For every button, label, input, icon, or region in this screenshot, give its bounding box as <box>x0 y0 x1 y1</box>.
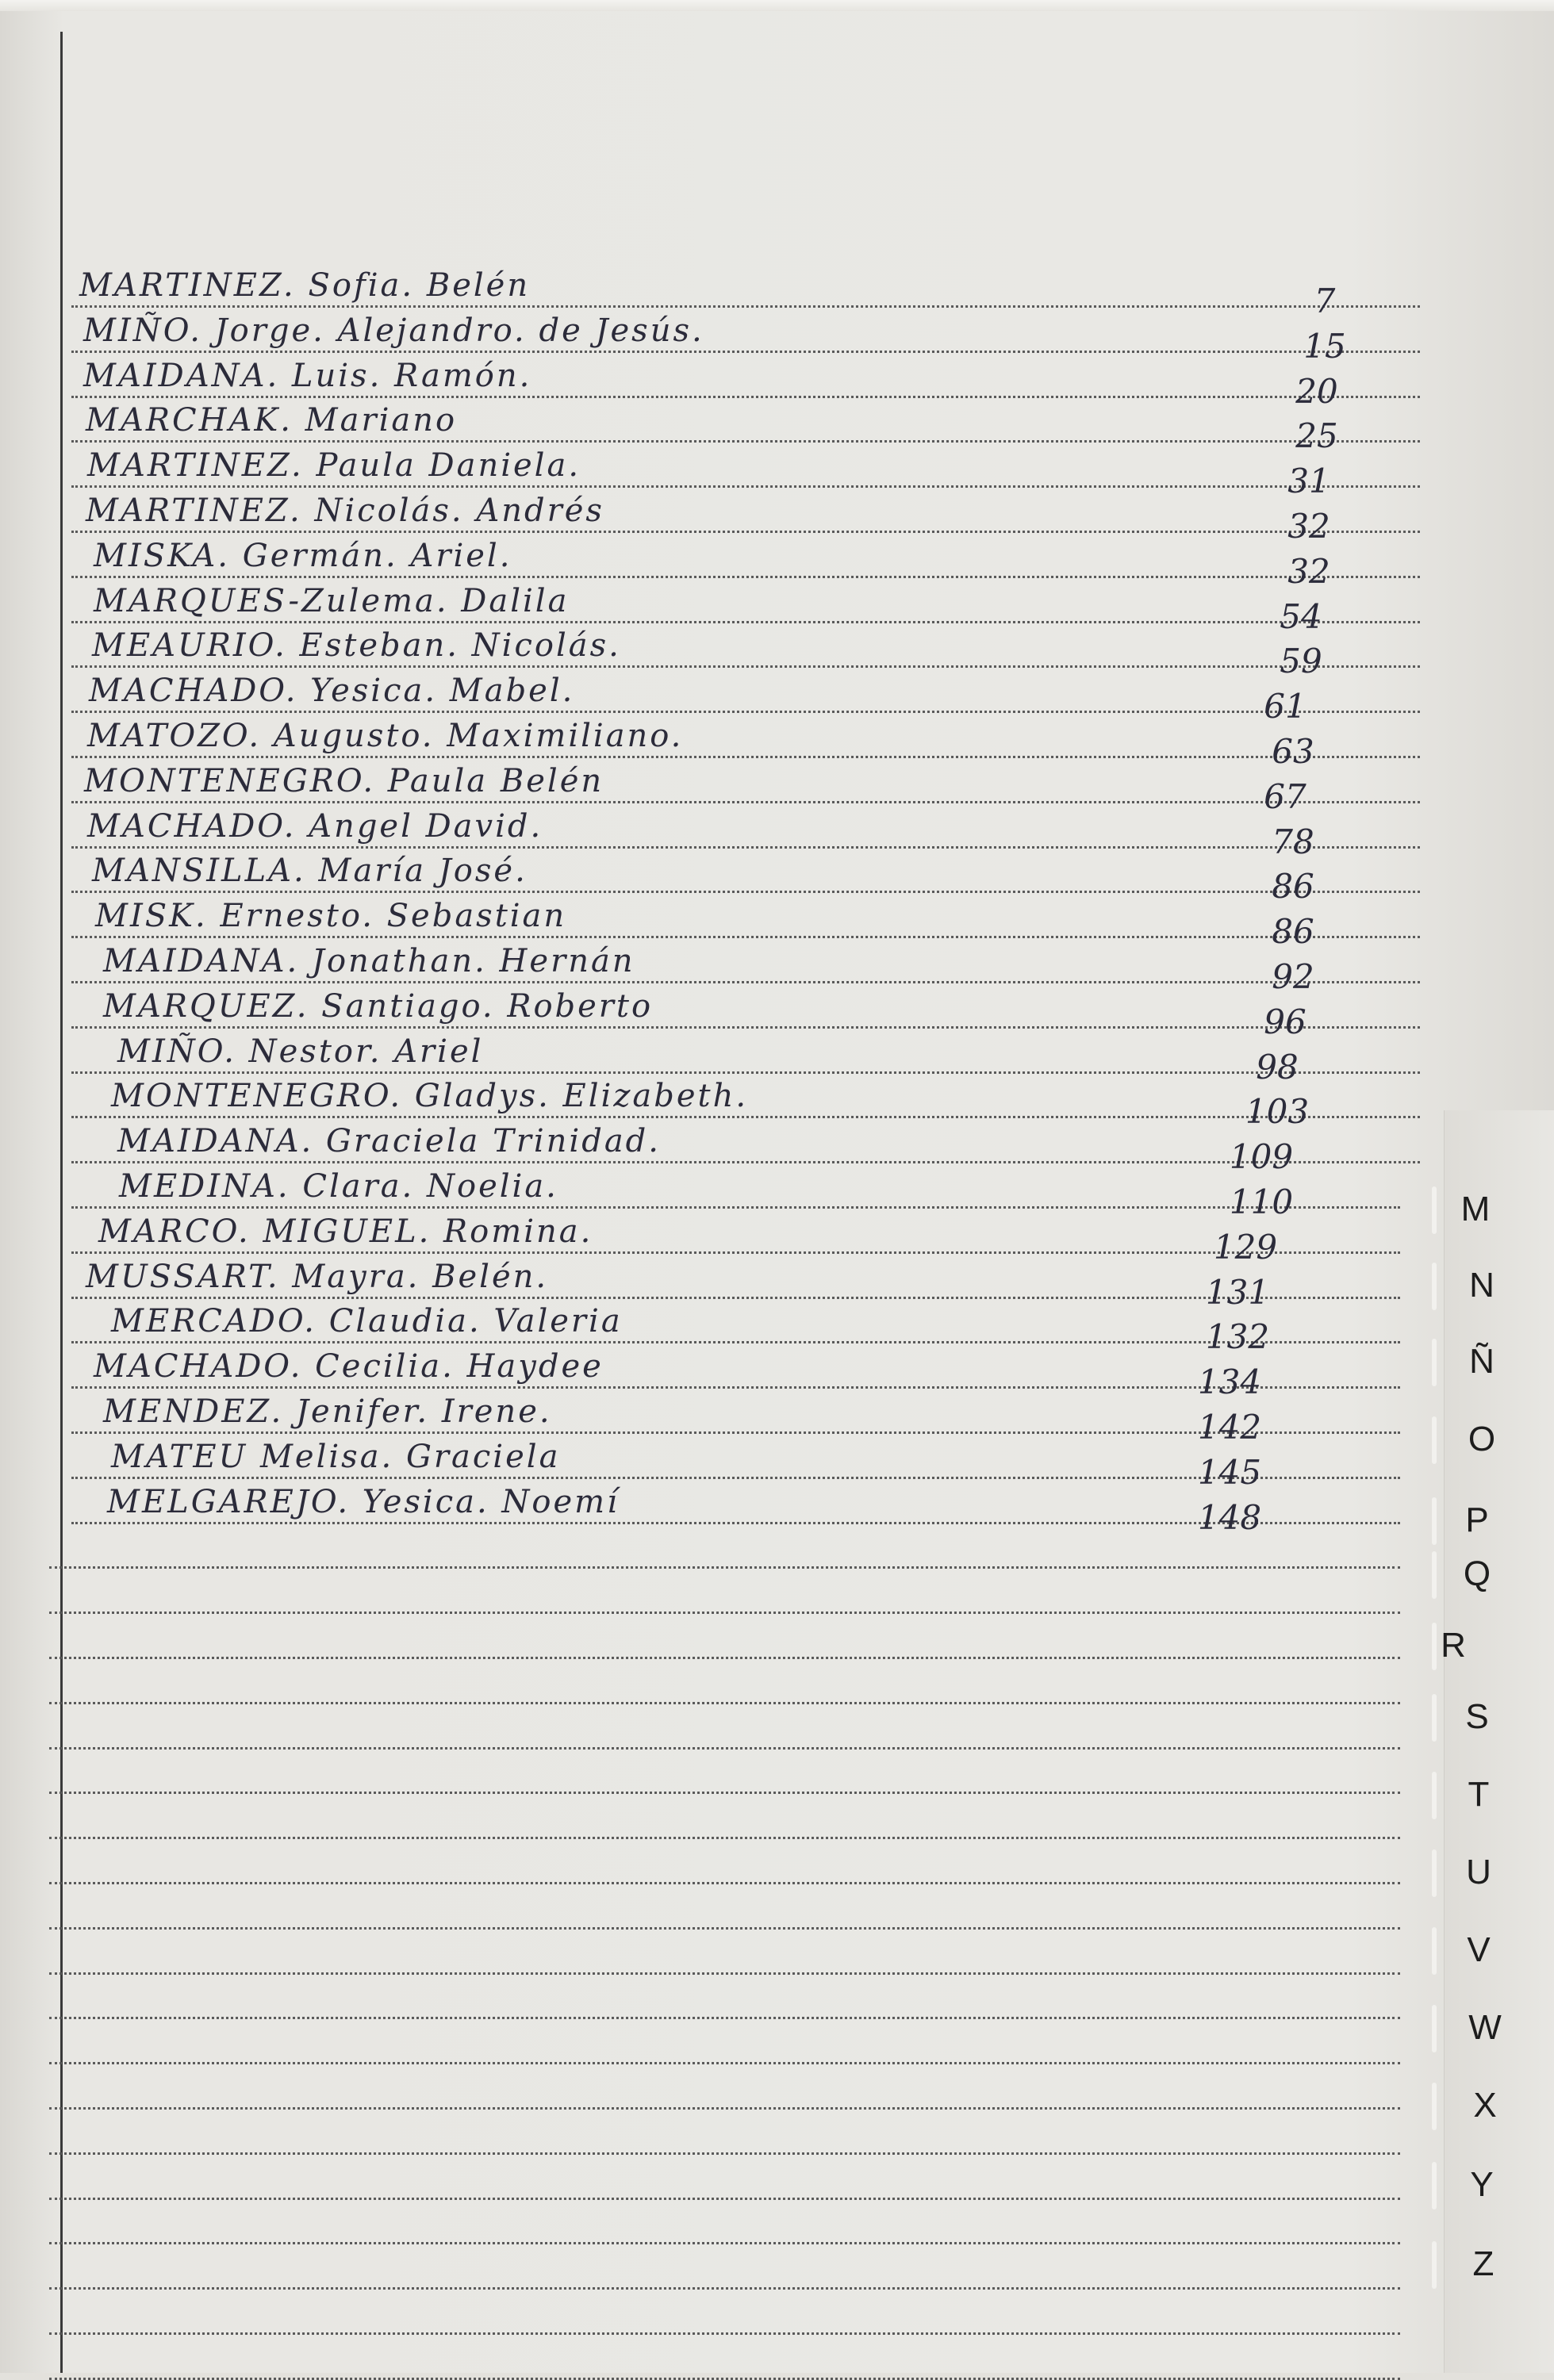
index-entry-name: MAIDANA. Luis. Ramón. <box>83 358 532 394</box>
index-entry-name: MARQUEZ. Santiago. Roberto <box>103 988 654 1025</box>
ruled-line <box>49 1747 1400 1750</box>
ruled-line <box>71 621 1420 623</box>
index-entry-page-number: 25 <box>1295 416 1338 455</box>
index-entry-name: MERCADO. Claudia. Valeria <box>111 1303 623 1339</box>
index-entry-page-number: 32 <box>1287 552 1330 591</box>
ruled-line <box>49 1566 1400 1569</box>
alphabet-tab-8[interactable]: T <box>1468 1775 1490 1814</box>
alphabet-tab-edge <box>1432 1497 1437 1545</box>
index-entry-name: MENDEZ. Jenifer. Irene. <box>103 1393 552 1430</box>
index-entry-name: MARTINEZ. Nicolás. Andrés <box>86 492 604 529</box>
ruled-line <box>71 305 1420 308</box>
ruled-line <box>71 1026 1420 1029</box>
ruled-line <box>71 440 1420 443</box>
index-entry-page-number: 61 <box>1264 687 1307 726</box>
index-entry-page-number: 98 <box>1256 1048 1299 1087</box>
alphabet-tab-edge <box>1432 1339 1437 1386</box>
alphabet-tab-edge <box>1432 1263 1437 1310</box>
alphabet-tab-12[interactable]: X <box>1473 2086 1497 2125</box>
alphabet-tab-edge <box>1432 1186 1437 1234</box>
ruled-line <box>71 396 1420 398</box>
index-entry-page-number: 7 <box>1314 282 1336 320</box>
alphabet-tab-6[interactable]: R <box>1441 1626 1466 1665</box>
alphabet-tab-edge <box>1432 1849 1437 1897</box>
ruled-line <box>71 891 1420 893</box>
alphabet-tab-4[interactable]: P <box>1465 1500 1489 1539</box>
ruled-line <box>49 2287 1400 2290</box>
index-entry-page-number: 103 <box>1245 1092 1310 1131</box>
alphabet-tab-2[interactable]: Ñ <box>1469 1342 1495 1381</box>
index-entry-page-number: 129 <box>1213 1228 1278 1267</box>
index-entry-name: MELGAREJO. Yesica. Noemí <box>107 1484 620 1520</box>
ruled-line <box>71 936 1420 938</box>
alphabet-tab-3[interactable]: O <box>1468 1420 1496 1458</box>
index-entry-name: MARTINEZ. Sofia. Belén <box>79 267 531 304</box>
ruled-line <box>71 1206 1400 1209</box>
index-entry-page-number: 78 <box>1272 822 1314 861</box>
ruled-line <box>49 2152 1400 2155</box>
index-entry-name: MONTENEGRO. Paula Belén <box>84 763 604 799</box>
ruled-line <box>49 1882 1400 1884</box>
index-entry-page-number: 86 <box>1272 912 1314 951</box>
index-entry-page-number: 32 <box>1287 507 1330 546</box>
alphabet-tab-11[interactable]: W <box>1468 2008 1502 2047</box>
ruled-line <box>49 2062 1400 2064</box>
alphabet-tab-13[interactable]: Y <box>1470 2165 1494 2204</box>
alphabet-tab-edge <box>1432 2005 1437 2052</box>
alphabet-tab-edge <box>1432 2162 1437 2209</box>
index-entry-page-number: 67 <box>1264 777 1307 816</box>
index-entry-name: MAIDANA. Graciela Trinidad. <box>117 1123 661 1159</box>
index-entry-name: MUSSART. Mayra. Belén. <box>86 1259 549 1295</box>
index-entry-page-number: 148 <box>1197 1498 1262 1537</box>
index-entry-name: MACHADO. Angel David. <box>87 808 543 845</box>
ruled-line <box>71 665 1420 668</box>
ruled-line <box>71 531 1420 533</box>
index-entry-name: MISKA. Germán. Ariel. <box>94 538 512 574</box>
index-entry-page-number: 59 <box>1280 642 1322 680</box>
alphabet-tab-edge <box>1432 1551 1437 1599</box>
ruled-line <box>71 756 1420 758</box>
ruled-line <box>49 1612 1400 1614</box>
index-entry-page-number: 15 <box>1303 327 1346 366</box>
ruled-line <box>71 1071 1420 1074</box>
index-entry-page-number: 86 <box>1272 867 1314 906</box>
alphabet-tab-edge <box>1432 2241 1437 2289</box>
index-entry-name: MANSILLA. María José. <box>92 853 528 889</box>
ruled-line <box>49 1927 1400 1930</box>
alphabet-tab-0[interactable]: M <box>1460 1190 1491 1228</box>
index-entry-name: MEDINA. Clara. Noelia. <box>119 1168 558 1205</box>
index-entry-name: MATEU Melisa. Graciela <box>111 1439 561 1475</box>
ruled-line <box>49 1972 1400 1975</box>
alphabet-tab-9[interactable]: U <box>1466 1853 1491 1891</box>
index-entry-name: MIÑO. Nestor. Ariel <box>117 1033 484 1070</box>
index-entry-name: MONTENEGRO. Gladys. Elizabeth. <box>111 1078 749 1114</box>
index-entry-name: MACHADO. Yesica. Mabel. <box>89 673 575 709</box>
ruled-line <box>71 981 1420 983</box>
index-entry-page-number: 109 <box>1229 1137 1294 1176</box>
alphabet-tab-edge <box>1432 1927 1437 1975</box>
alphabet-tab-edge <box>1432 1416 1437 1464</box>
ruled-line <box>71 485 1420 488</box>
ruled-line <box>71 351 1420 353</box>
index-entry-page-number: 92 <box>1272 957 1314 996</box>
index-entry-page-number: 134 <box>1197 1362 1262 1401</box>
index-entry-page-number: 132 <box>1205 1317 1270 1356</box>
ruled-line <box>49 1837 1400 1839</box>
index-entry-page-number: 142 <box>1197 1408 1262 1447</box>
ruled-line <box>49 2332 1400 2335</box>
index-entry-name: MISK. Ernesto. Sebastian <box>95 898 567 934</box>
index-entry-page-number: 31 <box>1287 462 1330 500</box>
ruled-line <box>49 2017 1400 2019</box>
index-entry-page-number: 54 <box>1280 597 1322 636</box>
index-entry-name: MAIDANA. Jonathan. Hernán <box>103 943 635 979</box>
index-entry-name: MARQUES-Zulema. Dalila <box>94 583 570 619</box>
index-entry-page-number: 110 <box>1229 1182 1294 1221</box>
ruled-line <box>49 1792 1400 1794</box>
ruled-line <box>49 1657 1400 1659</box>
index-entry-name: MACHADO. Cecilia. Haydee <box>94 1348 604 1385</box>
ruled-line <box>71 801 1420 803</box>
ruled-line <box>71 1116 1420 1118</box>
index-entry-page-number: 145 <box>1197 1453 1262 1492</box>
ruled-line <box>71 576 1420 578</box>
ruled-line <box>49 2198 1400 2200</box>
ruled-line <box>49 1702 1400 1704</box>
index-entry-name: MIÑO. Jorge. Alejandro. de Jesús. <box>83 312 704 349</box>
alphabet-tab-5[interactable]: Q <box>1463 1554 1491 1593</box>
alphabet-tab-edge <box>1432 1694 1437 1742</box>
ruled-line <box>49 2242 1400 2244</box>
alphabet-tab-10[interactable]: V <box>1467 1930 1491 1969</box>
ruled-line <box>71 846 1420 849</box>
alphabet-tab-edge <box>1432 2083 1437 2130</box>
alphabet-tab-7[interactable]: S <box>1465 1697 1489 1736</box>
index-entry-name: MARTINEZ. Paula Daniela. <box>87 447 581 484</box>
index-entry-page-number: 131 <box>1205 1273 1270 1312</box>
index-entry-name: MARCHAK. Mariano <box>86 402 458 439</box>
alphabet-tab-1[interactable]: N <box>1469 1266 1495 1305</box>
ruled-line <box>49 2107 1400 2110</box>
index-entry-page-number: 96 <box>1264 1002 1307 1041</box>
index-entry-name: MARCO. MIGUEL. Romina. <box>98 1213 593 1250</box>
index-entry-name: MATOZO. Augusto. Maximiliano. <box>87 718 684 754</box>
index-entry-page-number: 63 <box>1272 732 1314 771</box>
ruled-line <box>71 711 1420 713</box>
alphabet-tab-edge <box>1432 1772 1437 1819</box>
index-entry-page-number: 20 <box>1295 372 1338 411</box>
alphabet-tab-14[interactable]: Z <box>1472 2244 1495 2283</box>
index-entry-name: MEAURIO. Esteban. Nicolás. <box>92 627 621 664</box>
